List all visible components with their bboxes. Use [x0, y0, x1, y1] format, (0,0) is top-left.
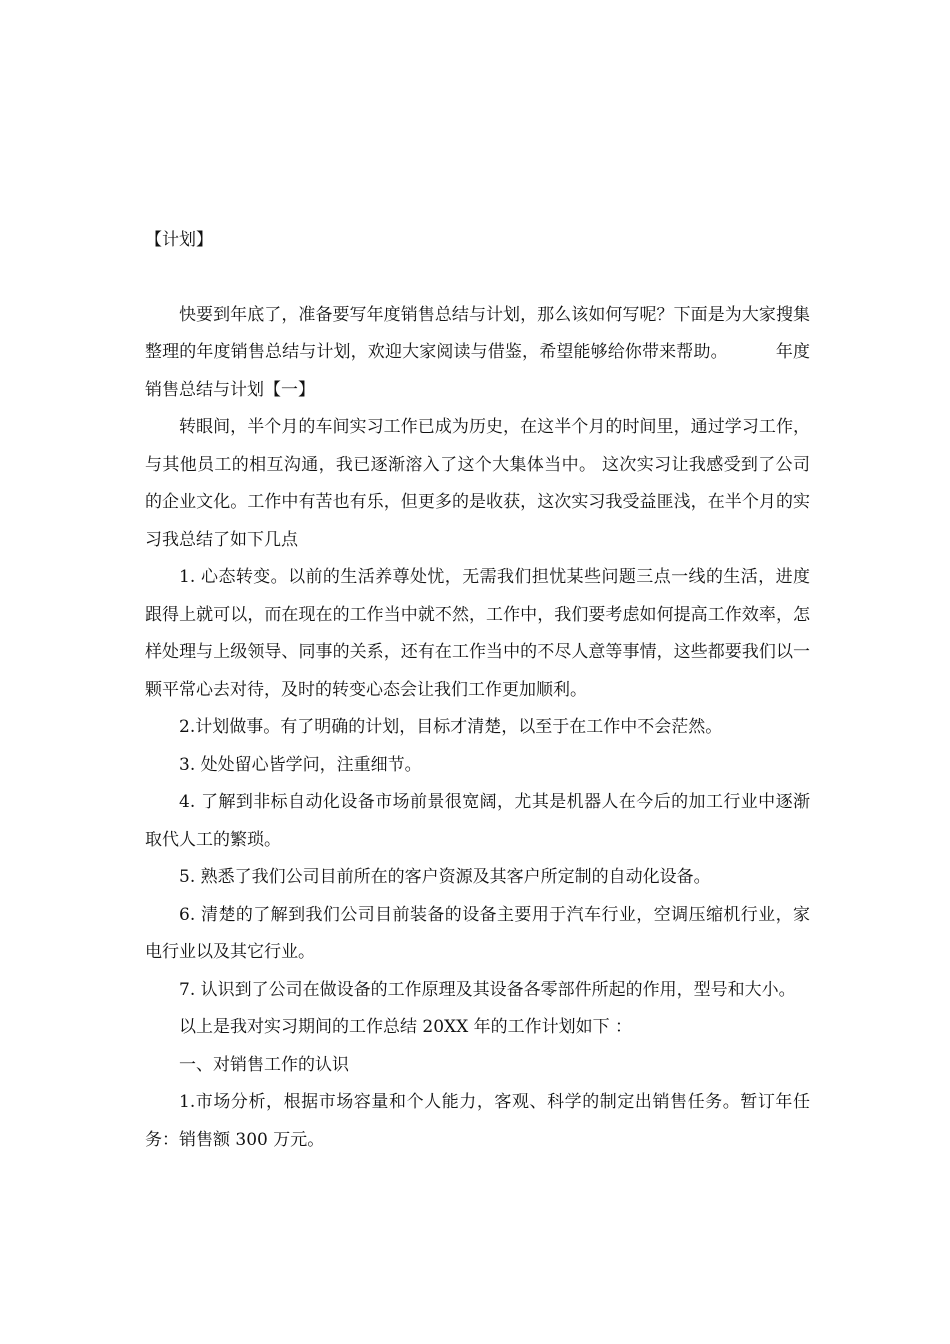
- paragraph-internship-summary: 转眼间，半个月的车间实习工作已成为历史，在这半个月的时间里，通过学习工作，与其他员工的相互沟通，我已逐渐溶入了这个大集体当中。 这次实习让我感受到了公司的企业文化。工作中有苦也有乐，但更多的是收获，这次实习我受益匪浅，在半个月的实习我总结了如下几点: [145, 417, 810, 550]
- list-item-1: 1. 心态转变。以前的生活养尊处忧，无需我们担忧某些问题三点一线的生活，进度跟得上就可以，而在现在的工作当中就不然，工作中，我们要考虑如何提高工作效率，怎样处理与上级领导、同事的关系，还有在工作当中的不尽人意等事情，这些都要我们以一颗平常心去对待，及时的转变心态会让我们工作更加顺利。: [145, 567, 810, 700]
- section-heading-sales: 一、对销售工作的认识: [179, 1054, 349, 1075]
- list-item-3: 3. 处处留心皆学问，注重细节。: [179, 754, 422, 775]
- list-item-4: 4. 了解到非标自动化设备市场前景很宽阔，尤其是机器人在今后的加工行业中逐渐取代人工的繁琐。: [145, 792, 810, 850]
- document-body: [145, 222, 810, 1159]
- list-item-7: 7. 认识到了公司在做设备的工作原理及其设备各零部件所起的作用，型号和大小。: [179, 979, 796, 1000]
- document-heading: 【计划】: [145, 230, 213, 250]
- section-title: 年度销售总结与计划【一】: [145, 342, 811, 400]
- list-item-5: 5. 熟悉了我们公司目前所在的客户资源及其客户所定制的自动化设备。: [179, 867, 711, 887]
- plan-intro: 以上是我对实习期间的工作总结 20XX 年的工作计划如下 ：: [179, 1017, 633, 1037]
- list-item-6: 6. 清楚的了解到我们公司目前装备的设备主要用于汽车行业，空调压缩机行业，家电行业以及其它行业。: [145, 904, 810, 962]
- intro-text: 快要到年底了，准备要写年度销售总结与计划，那么该如何写呢？下面是为大家搜集整理的年度销售总结与计划，欢迎大家阅读与借鉴，希望能够给你带来帮助。: [145, 304, 810, 362]
- intro-paragraph: [145, 297, 810, 410]
- plan-item-1: 1.市场分析，根据市场容量和个人能力，客观、科学的制定出销售任务。暂订年任务：销售额 300 万元。: [145, 1092, 810, 1150]
- list-item-2: 2.计划做事。有了明确的计划，目标才清楚，以至于在工作中不会茫然。: [179, 717, 723, 737]
